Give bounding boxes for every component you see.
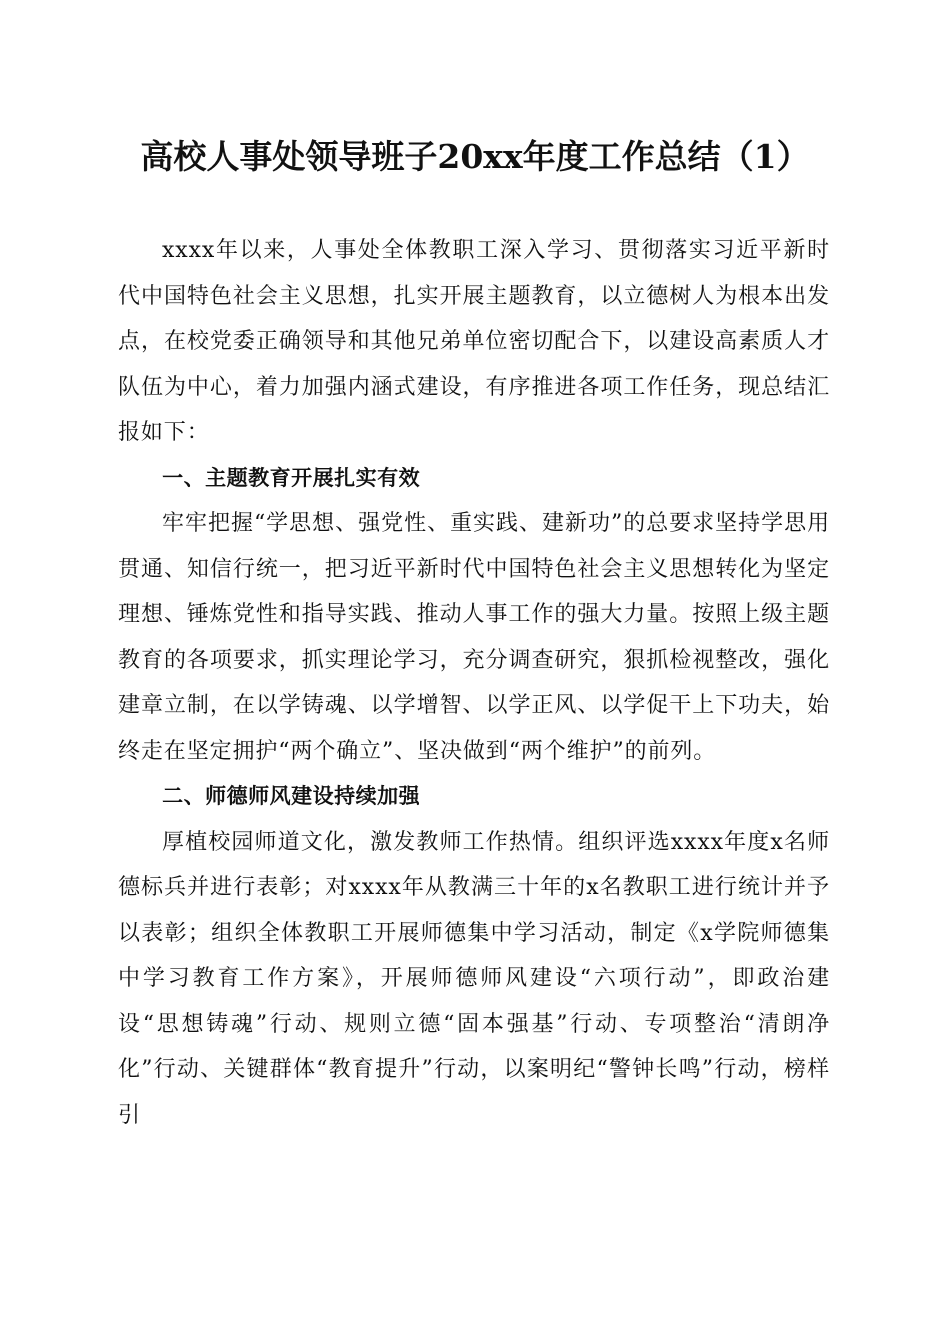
section-paragraph-2: 厚植校园师道文化，激发教师工作热情。组织评选xxxx年度x名师德标兵并进行表彰；对xxxx年从教满三十年的x名教职工进行统计并予以表彰；组织全体教职工开展师德集中学习活动，制定《x学院师德集中学习教育工作方案》，开展师德师风建设“六项行动”，即政治建设“思想铸魂”行动、规则立德“固本强基”行动、专项整治“清朗净化”行动、关键群体“教育提升”行动，以案明纪“警钟长鸣”行动，榜样引 [118, 829, 830, 1128]
section-paragraph-1: 牢牢把握“学思想、强党性、重实践、建新功”的总要求坚持学思用贯通、知信行统一，把习近平新时代中国特色社会主义思想转化为坚定理想、锤炼党性和指导实践、推动人事工作的强大力量。按照上级主题教育的各项要求，抓实理论学习，充分调查研究，狠抓检视整改，强化建章立制，在以学铸魂、以学增智、以学正风、以学促干上下功夫，始终走在坚定拥护“两个确立”、坚决做到“两个维护”的前列。 [118, 511, 830, 764]
document-body [118, 228, 830, 1138]
intro-paragraph: xxxx年以来，人事处全体教职工深入学习、贯彻落实习近平新时代中国特色社会主义思想，扎实开展主题教育，以立德树人为根本出发点，在校党委正确领导和其他兄弟单位密切配合下，以建设高素质人才队伍为中心，着力加强内涵式建设，有序推进各项工作任务，现总结汇报如下： [118, 238, 830, 445]
document-title: 高校人事处领导班子20xx年度工作总结（1） [140, 137, 810, 176]
section-heading-1: 一、主题教育开展扎实有效 [162, 465, 421, 490]
section-heading-2: 二、师德师风建设持续加强 [162, 784, 421, 808]
